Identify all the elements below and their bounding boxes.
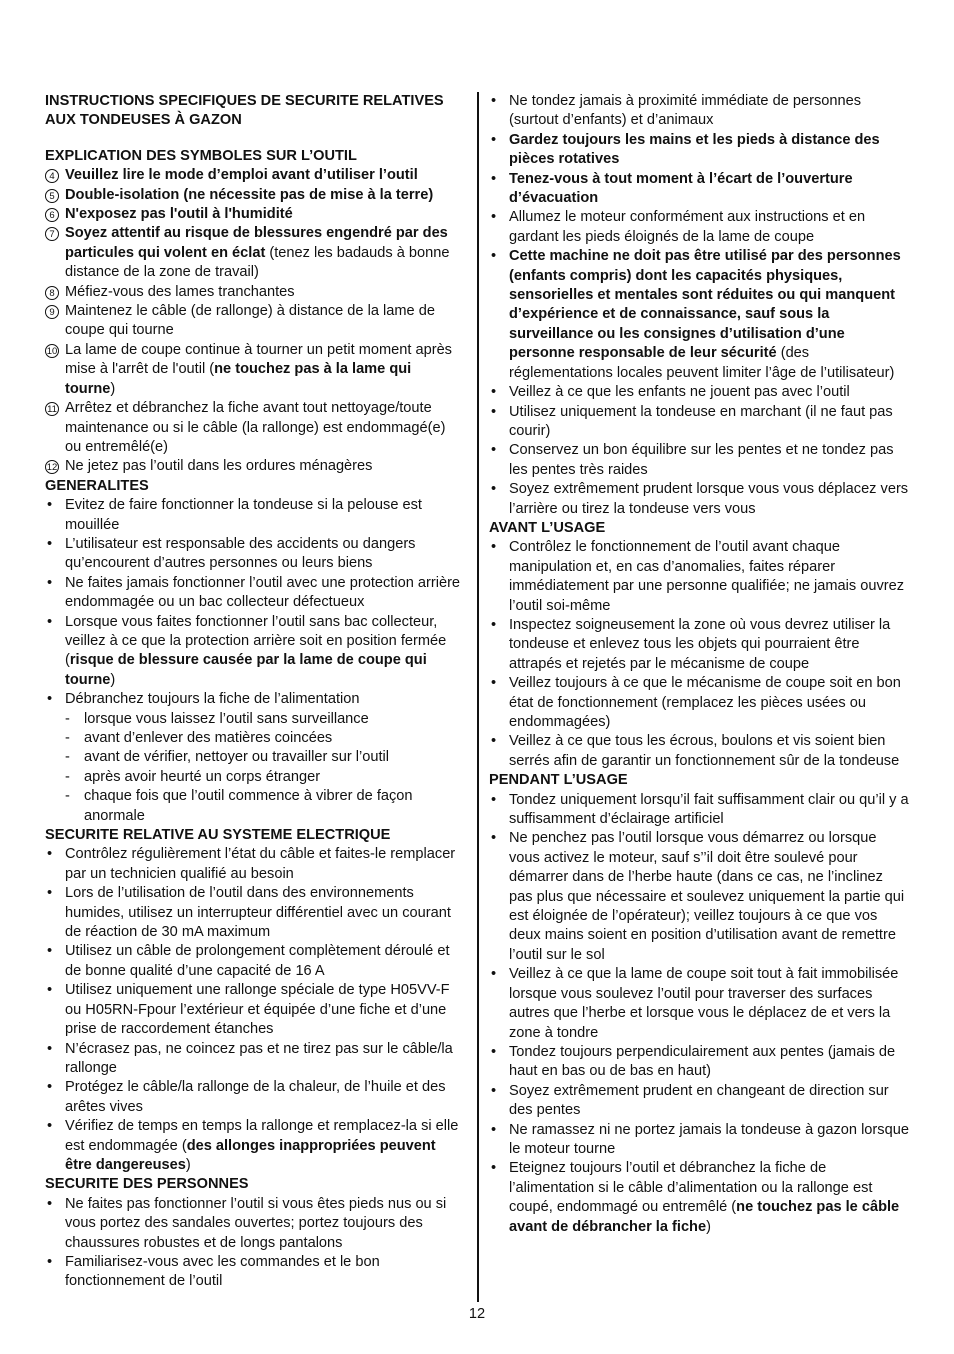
symbol-number: 11 xyxy=(45,402,59,416)
bullet-icon: • xyxy=(47,535,53,552)
list-item xyxy=(489,131,909,170)
list-item xyxy=(489,247,909,383)
bullet-icon: • xyxy=(491,403,497,420)
text: Tondez toujours perpendiculairement aux pentes (jamais de haut en bas ou de bas en haut) xyxy=(509,1043,896,1080)
bold-text: ne touchez pas le câble avant de débrancher la fiche xyxy=(509,1199,900,1235)
bullet-icon: • xyxy=(491,131,497,148)
symbol-item xyxy=(45,283,465,302)
text: Conservez un bon équilibre sur les pentes et ne tondez pas les pentes très raides xyxy=(509,442,894,478)
bullet-icon: • xyxy=(491,93,497,109)
list-item xyxy=(489,1159,909,1237)
text: Contrôlez régulièrement l’état du câble et faites-le remplacer par un technicien qualifié au besoin xyxy=(65,846,456,882)
list-item xyxy=(489,965,909,1043)
text: ) xyxy=(110,380,116,397)
text: Ne faites jamais fonctionner l’outil avec une protection arrière endommagée ou un bac collecteur défectueux xyxy=(65,574,461,611)
symbol-number: 8 xyxy=(45,286,59,300)
bold-text: Double-isolation (ne nécessite pas de mise à la terre) xyxy=(65,186,434,203)
list-item xyxy=(489,1043,909,1082)
symbol-number: 9 xyxy=(45,305,59,319)
list-item xyxy=(489,92,909,131)
list-item xyxy=(489,383,909,402)
text: ) xyxy=(706,1218,711,1235)
text: Familiarisez-vous avec les commandes et le bon fonctionnement de l’outil xyxy=(65,1253,380,1290)
text: L’utilisateur est responsable des accidents ou dangers qu’encourent d’autres personnes ou leurs biens xyxy=(65,535,416,572)
text: Inspectez soigneusement la zone où vous devrez utiliser la tondeuse et enlevez tous les objets qui pourraient être attrapés et rejetés par le mécanisme de coupe xyxy=(509,616,891,672)
bullet-icon: • xyxy=(47,1195,53,1212)
symbol-item xyxy=(45,457,465,476)
text: Utilisez uniquement la tondeuse en marchant (il ne faut pas courir) xyxy=(509,403,893,439)
text: Soyez extrêmement prudent lorsque vous vous déplacez vers l’arrière ou tirez la tondeuse vers vous xyxy=(509,481,909,517)
symbol-item xyxy=(45,399,465,457)
list-item xyxy=(45,884,465,942)
list-item xyxy=(489,1082,909,1121)
list-item xyxy=(489,1121,909,1160)
symbol-item xyxy=(45,302,465,341)
text: lorsque vous laissez l’outil sans surveillance xyxy=(84,710,369,727)
list-item xyxy=(45,1117,465,1175)
left-column xyxy=(45,92,465,1292)
bullet-icon: • xyxy=(47,1253,53,1270)
bold-text: Tenez-vous à tout moment à l’écart de l’ouverture d’évacuation xyxy=(509,170,853,207)
section-heading: SECURITE RELATIVE AU SYSTEME ELECTRIQUE xyxy=(45,827,391,844)
list-item xyxy=(489,538,909,616)
symbol-number: 7 xyxy=(45,227,59,241)
bullet-icon: • xyxy=(47,1079,53,1096)
sub-list-item xyxy=(45,710,465,729)
list-item xyxy=(45,613,465,691)
list-item xyxy=(489,791,909,830)
symbol-item xyxy=(45,224,465,282)
symbol-item xyxy=(45,166,465,185)
symbol-number: 4 xyxy=(45,169,59,183)
bullet-icon: • xyxy=(491,384,497,401)
symbol-number: 12 xyxy=(46,462,58,474)
section-heading: SECURITE DES PERSONNES xyxy=(45,1176,249,1193)
bold-text: ne touchez pas à la lame qui tourne xyxy=(65,361,412,397)
list-item xyxy=(489,480,909,519)
text: Lors de l’utilisation de l’outil dans des environnements humides, utilisez un interrupteur différentiel avec un courant de réaction de 30 mA maximum xyxy=(65,885,451,941)
sub-list-item xyxy=(45,768,465,787)
bullet-icon: • xyxy=(491,966,497,983)
dash-icon: - xyxy=(65,749,70,766)
list-item xyxy=(489,403,909,442)
text: Eteignez toujours l’outil et débranchez la fiche de l’alimentation si le câble d’alimentation ou la rallonge est coupé, endommagé ou entremêlé ( xyxy=(509,1160,873,1216)
bullet-icon: • xyxy=(47,943,53,960)
list-item xyxy=(489,616,909,674)
text: avant de vérifier, nettoyer ou travailler sur l’outil xyxy=(84,749,389,766)
text: Evitez de faire fonctionner la tondeuse si la pelouse est mouillée xyxy=(65,497,422,533)
bullet-icon: • xyxy=(491,616,497,633)
bullet-icon: • xyxy=(491,170,497,187)
bullet-icon: • xyxy=(47,885,53,902)
section-heading: PENDANT L’USAGE xyxy=(489,772,628,789)
list-item xyxy=(45,1040,465,1079)
text: Protégez le câble/la rallonge de la chaleur, de l’huile et des arêtes vives xyxy=(65,1079,446,1115)
text: Allumez le moteur conformément aux instructions et en gardant les pieds éloignés de la lame de coupe xyxy=(509,209,866,245)
list-item xyxy=(45,981,465,1039)
dash-icon: - xyxy=(65,788,70,805)
list-item xyxy=(489,829,909,965)
bold-text: Cette machine ne doit pas être utilisé par des personnes (enfants compris) dont les capacités physiques, sensorielles et mentales sont réduites ou qui manquent d’expérience et de connaissance, sauf sous la surveillance ou les consignes d’utilisation d’une personne responsable de leur sécurité xyxy=(509,248,901,362)
list-item xyxy=(45,845,465,884)
text: Ne ramassez ni ne portez jamais la tondeuse à gazon lorsque le moteur tourne xyxy=(509,1121,909,1157)
sub-list-item xyxy=(45,787,465,826)
list-item xyxy=(45,535,465,574)
text: Utilisez uniquement une rallonge spéciale de type H05VV-F ou H05RN-Fpour l’extérieur et équipée d’une fiche et d’une prise de raccordement étanches xyxy=(65,982,450,1038)
list-item xyxy=(489,732,909,771)
bold-text: des allonges inappropriées peuvent être dangereuses xyxy=(65,1137,436,1173)
spacer xyxy=(45,131,465,147)
list-item xyxy=(45,690,465,709)
sub-list-item xyxy=(45,748,465,767)
text: Veillez à ce que la lame de coupe soit tout à fait immobilisée lorsque vous soulevez l’outil pour traverser des surfaces autres que l’herbe et lorsque vous le déplacez de et vers la zone à tondre xyxy=(509,966,899,1041)
list-item xyxy=(45,496,465,535)
list-item xyxy=(45,574,465,613)
text: Maintenez le câble (de rallonge) à distance de la lame de coupe qui tourne xyxy=(65,303,435,339)
right-column xyxy=(489,92,909,1237)
bold-text: N'exposez pas l'outil à l'humidité xyxy=(65,206,293,223)
list-item xyxy=(489,208,909,247)
column-divider xyxy=(477,92,479,1302)
text: Veillez toujours à ce que le mécanisme de coupe soit en bon état de fonctionnement (remplacez les pièces usées ou endommagées) xyxy=(509,675,901,730)
dash-icon: - xyxy=(65,768,70,785)
bullet-icon: • xyxy=(491,481,497,498)
text: Ne penchez pas l’outil lorsque vous démarrez ou lorsque vous activez le moteur, sauf s’’il doit être soulevé pour démarrer dans de l’herbe haute (dans ce cas, ne l’inclinez pas plus que nécessaire et soulevez uniquement la partie qui est éloignée de l’opérateur); veillez toujours à ce que vos deux mains soient en position d’utilisation avant de remettre l’outil sur le sol xyxy=(509,830,905,963)
bullet-icon: • xyxy=(491,830,497,847)
sub-list-item xyxy=(45,729,465,748)
text: ) xyxy=(185,1156,191,1173)
text: Utilisez un câble de prolongement complètement déroulé et de bonne qualité d’une capacité de 16 A xyxy=(65,943,450,979)
text: La lame de coupe continue à tourner un petit moment après mise à l'arrêt de l'outil ( xyxy=(65,341,452,378)
list-item xyxy=(45,1078,465,1117)
bullet-icon: • xyxy=(491,1121,497,1138)
bullet-icon: • xyxy=(491,1160,497,1177)
bullet-icon: • xyxy=(491,675,497,692)
section-heading: GENERALITES xyxy=(45,477,149,494)
bullet-icon: • xyxy=(47,982,53,999)
section-heading: EXPLICATION DES SYMBOLES SUR L’OUTIL xyxy=(45,147,357,164)
bullet-icon: • xyxy=(47,497,53,514)
list-item xyxy=(489,170,909,209)
bullet-icon: • xyxy=(47,846,53,863)
list-item xyxy=(45,1253,465,1292)
bullet-icon: • xyxy=(491,539,497,556)
bullet-icon: • xyxy=(47,574,53,591)
list-item xyxy=(489,674,909,732)
list-item xyxy=(489,441,909,480)
dash-icon: - xyxy=(65,710,70,727)
text: N’écrasez pas, ne coincez pas et ne tirez pas sur le câble/la rallonge xyxy=(65,1040,453,1076)
bullet-icon: • xyxy=(47,1040,53,1057)
bullet-icon: • xyxy=(491,791,497,808)
dash-icon: - xyxy=(65,730,70,746)
section-heading: AVANT L’USAGE xyxy=(489,519,606,536)
text: Méfiez-vous des lames tranchantes xyxy=(65,283,295,300)
symbol-number: 5 xyxy=(45,189,59,203)
symbol-number: 10 xyxy=(46,345,58,357)
bullet-icon: • xyxy=(47,1118,53,1135)
text: Lorsque vous faites fonctionner l’outil sans bac collecteur, veillez à ce que la protection arrière soit en position fermée ( xyxy=(65,613,447,669)
text: avant d’enlever des matières coincées xyxy=(84,730,333,746)
text: Arrêtez et débranchez la fiche avant tout nettoyage/toute maintenance ou si le câble (la rallonge) est endommagé(e) ou entremêlé(e) xyxy=(65,400,446,455)
text: ) xyxy=(110,671,116,688)
bullet-icon: • xyxy=(491,1043,497,1060)
text: Ne jetez pas l’outil dans les ordures ménagères xyxy=(65,458,373,475)
bullet-icon: • xyxy=(491,733,497,750)
symbol-number: 6 xyxy=(45,208,59,222)
page-number: 12 xyxy=(468,1306,486,1322)
symbol-item xyxy=(45,341,465,399)
text: Soyez extrêmement prudent en changeant de direction sur des pentes xyxy=(509,1082,889,1119)
bold-text: Gardez toujours les mains et les pieds à distance des pièces rotatives xyxy=(509,131,880,168)
bold-text: risque de blessure causée par la lame de coupe qui tourne xyxy=(65,652,427,688)
text: Vérifiez de temps en temps la rallonge et remplacez-la si elle est endommagée ( xyxy=(65,1118,459,1154)
list-item xyxy=(45,1195,465,1253)
bullet-icon: • xyxy=(491,209,497,226)
text: Veillez à ce que les enfants ne jouent pas avec l’outil xyxy=(509,384,850,401)
bullet-icon: • xyxy=(47,691,53,708)
text: (tenez les badauds à bonne distance de la zone de travail) xyxy=(65,244,450,281)
text: chaque fois que l’outil commence à vibrer de façon anormale xyxy=(84,788,413,824)
symbol-item xyxy=(45,186,465,205)
text: Contrôlez le fonctionnement de l’outil avant chaque manipulation et, en cas d’anomalies, faites réparer immédiatement par une personne qualifiée; ne jamais ouvrez l’outil soi-même xyxy=(509,539,905,614)
text: Débranchez toujours la fiche de l’alimentation xyxy=(65,691,360,708)
bullet-icon: • xyxy=(491,1082,497,1099)
text: Tondez uniquement lorsqu’il fait suffisamment clair ou qu’il y a suffisamment d’éclairage artificiel xyxy=(509,791,909,828)
text: après avoir heurté un corps étranger xyxy=(84,768,321,785)
bold-text: Soyez attentif au risque de blessures engendré par des particules qui volent en éclat xyxy=(65,225,448,261)
symbol-item xyxy=(45,205,465,224)
bullet-icon: • xyxy=(47,613,53,630)
bold-text: Veuillez lire le mode d’emploi avant d’utiliser l’outil xyxy=(65,167,418,184)
bullet-icon: • xyxy=(491,248,497,265)
section-heading: INSTRUCTIONS SPECIFIQUES DE SECURITE RELATIVES AUX TONDEUSES À GAZON xyxy=(45,93,444,129)
list-item xyxy=(45,942,465,981)
text: Veillez à ce que tous les écrous, boulons et vis soient bien serrés afin de garantir un fonctionnement sûr de la tondeuse xyxy=(509,733,900,769)
bullet-icon: • xyxy=(491,442,497,459)
text: Ne faites pas fonctionner l’outil si vous êtes pieds nus ou si vous portez des sandales ouvertes; portez toujours des chaussures robustes et de longs pantalons xyxy=(65,1195,447,1251)
text: Ne tondez jamais à proximité immédiate de personnes (surtout d’enfants) et d’animaux xyxy=(509,93,862,129)
text: (des réglementations locales peuvent limiter l’âge de l’utilisateur) xyxy=(509,345,895,381)
